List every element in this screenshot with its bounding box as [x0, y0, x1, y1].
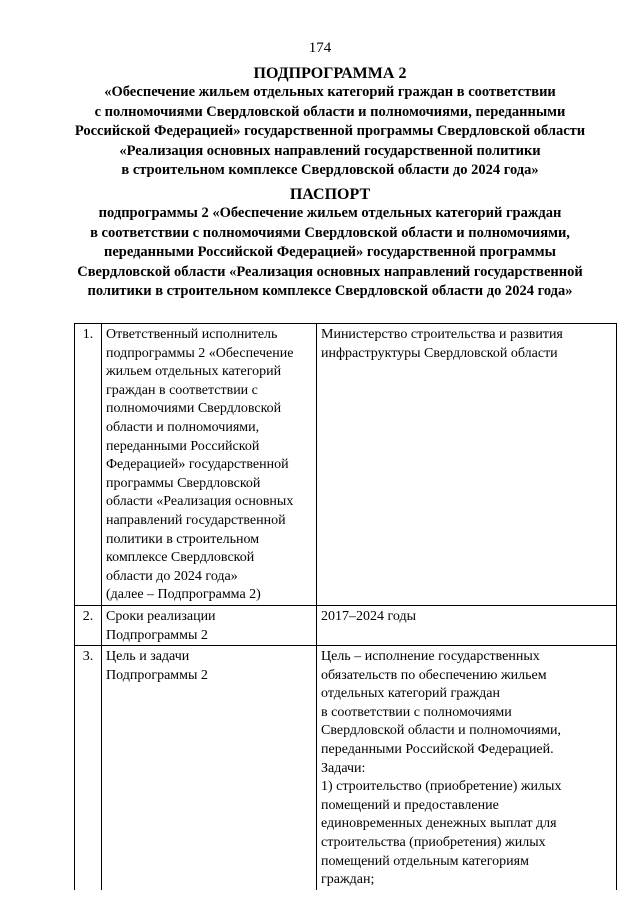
table-row: [75, 605, 617, 645]
row-label-line: области «Реализация основных: [106, 494, 294, 510]
subprogram-heading: [50, 64, 610, 181]
row-value: [317, 324, 617, 606]
row-label-line: области и полномочиями,: [106, 419, 260, 435]
row-label-line: подпрограммы 2 «Обеспечение: [106, 345, 294, 361]
row-label: [102, 605, 317, 645]
row-label: [102, 646, 317, 890]
row-label-line: политики в строительном: [106, 531, 260, 547]
row-value-line: Цель – исполнение государственных: [321, 649, 540, 665]
row-label-line: Подпрограммы 2: [106, 627, 208, 643]
row-label-line: полномочиями Свердловской: [106, 401, 282, 417]
row-value-line: Задачи:: [321, 760, 366, 776]
row-label-line: Федерацией» государственной: [106, 457, 289, 473]
row-value-line: 1) строительство (приобретение) жилых: [321, 779, 562, 795]
row-label-line: программы Свердловской: [106, 475, 261, 491]
row-label-line: жильем отдельных категорий: [106, 364, 282, 380]
row-value-line: в соответствии с полномочиями: [321, 704, 512, 720]
passport-table: [74, 323, 617, 890]
row-value-line: 2017–2024 годы: [321, 608, 417, 624]
row-value-line: единовременных денежных выплат для: [321, 816, 557, 832]
subprogram-heading-line: с полномочиями Свердловской области и полномочиями, переданными: [94, 103, 566, 120]
row-number: 2.: [75, 605, 102, 645]
row-label-line: (далее – Подпрограмма 2): [106, 587, 261, 603]
row-value-line: помещений отдельным категориям: [321, 853, 529, 869]
passport-heading-line: политики в строительном комплексе Свердловской области до 2024 года»: [87, 283, 573, 299]
row-value-line: Свердловской области и полномочиями,: [321, 723, 561, 739]
row-label-line: Подпрограммы 2: [106, 667, 208, 683]
subprogram-heading-line: Российской Федерацией» государственной программы Свердловской области: [74, 123, 586, 139]
row-label-line: области до 2024 года»: [106, 568, 238, 584]
row-label-line: комплексе Свердловской: [106, 550, 255, 566]
row-value-line: отдельных категорий граждан: [321, 686, 500, 702]
row-value: [317, 605, 617, 645]
row-label-line: граждан в соответствии с: [106, 382, 258, 398]
row-label-line: Цель и задачи: [106, 649, 190, 665]
passport-title: ПАСПОРТ: [289, 186, 371, 203]
row-number: 3.: [75, 646, 102, 890]
row-label-line: переданными Российской: [106, 438, 260, 454]
row-number: 1.: [75, 324, 102, 606]
row-label-line: направлений государственной: [106, 512, 286, 528]
row-value-line: строительства (приобретения) жилых: [321, 835, 546, 851]
page-number: 174: [308, 40, 332, 56]
passport-heading-line: Свердловской области «Реализация основных направлений государственной: [77, 263, 583, 280]
subprogram-heading-line: «Реализация основных направлений государственной политики: [119, 142, 541, 159]
row-value: [317, 646, 617, 890]
row-label: [102, 324, 317, 606]
passport-heading: [50, 185, 610, 302]
passport-heading-line: переданными Российской Федерацией» государственной программы: [104, 244, 556, 260]
subprogram-heading-line: в строительном комплексе Свердловской области до 2024 года»: [121, 162, 539, 178]
row-value-line: инфраструктуры Свердловской области: [321, 345, 558, 361]
row-value-line: граждан;: [321, 872, 375, 888]
row-label-line: Сроки реализации: [106, 608, 216, 624]
row-value-line: Министерство строительства и развития: [321, 327, 563, 342]
row-label-line: Ответственный исполнитель: [106, 327, 278, 342]
subprogram-title: ПОДПРОГРАММА 2: [253, 65, 407, 82]
row-value-line: переданными Российской Федерацией.: [321, 742, 554, 758]
row-value-line: помещений и предоставление: [321, 797, 499, 813]
row-value-line: обязательств по обеспечению жильем: [321, 667, 547, 683]
passport-heading-line: в соответствии с полномочиями Свердловской области и полномочиями,: [90, 224, 570, 241]
subprogram-heading-line: «Обеспечение жильем отдельных категорий граждан в соответствии: [104, 84, 556, 100]
passport-heading-line: подпрограммы 2 «Обеспечение жильем отдельных категорий граждан: [98, 205, 562, 221]
passport-table-body: [75, 324, 617, 890]
table-row: [75, 646, 617, 890]
table-row: [75, 324, 617, 606]
